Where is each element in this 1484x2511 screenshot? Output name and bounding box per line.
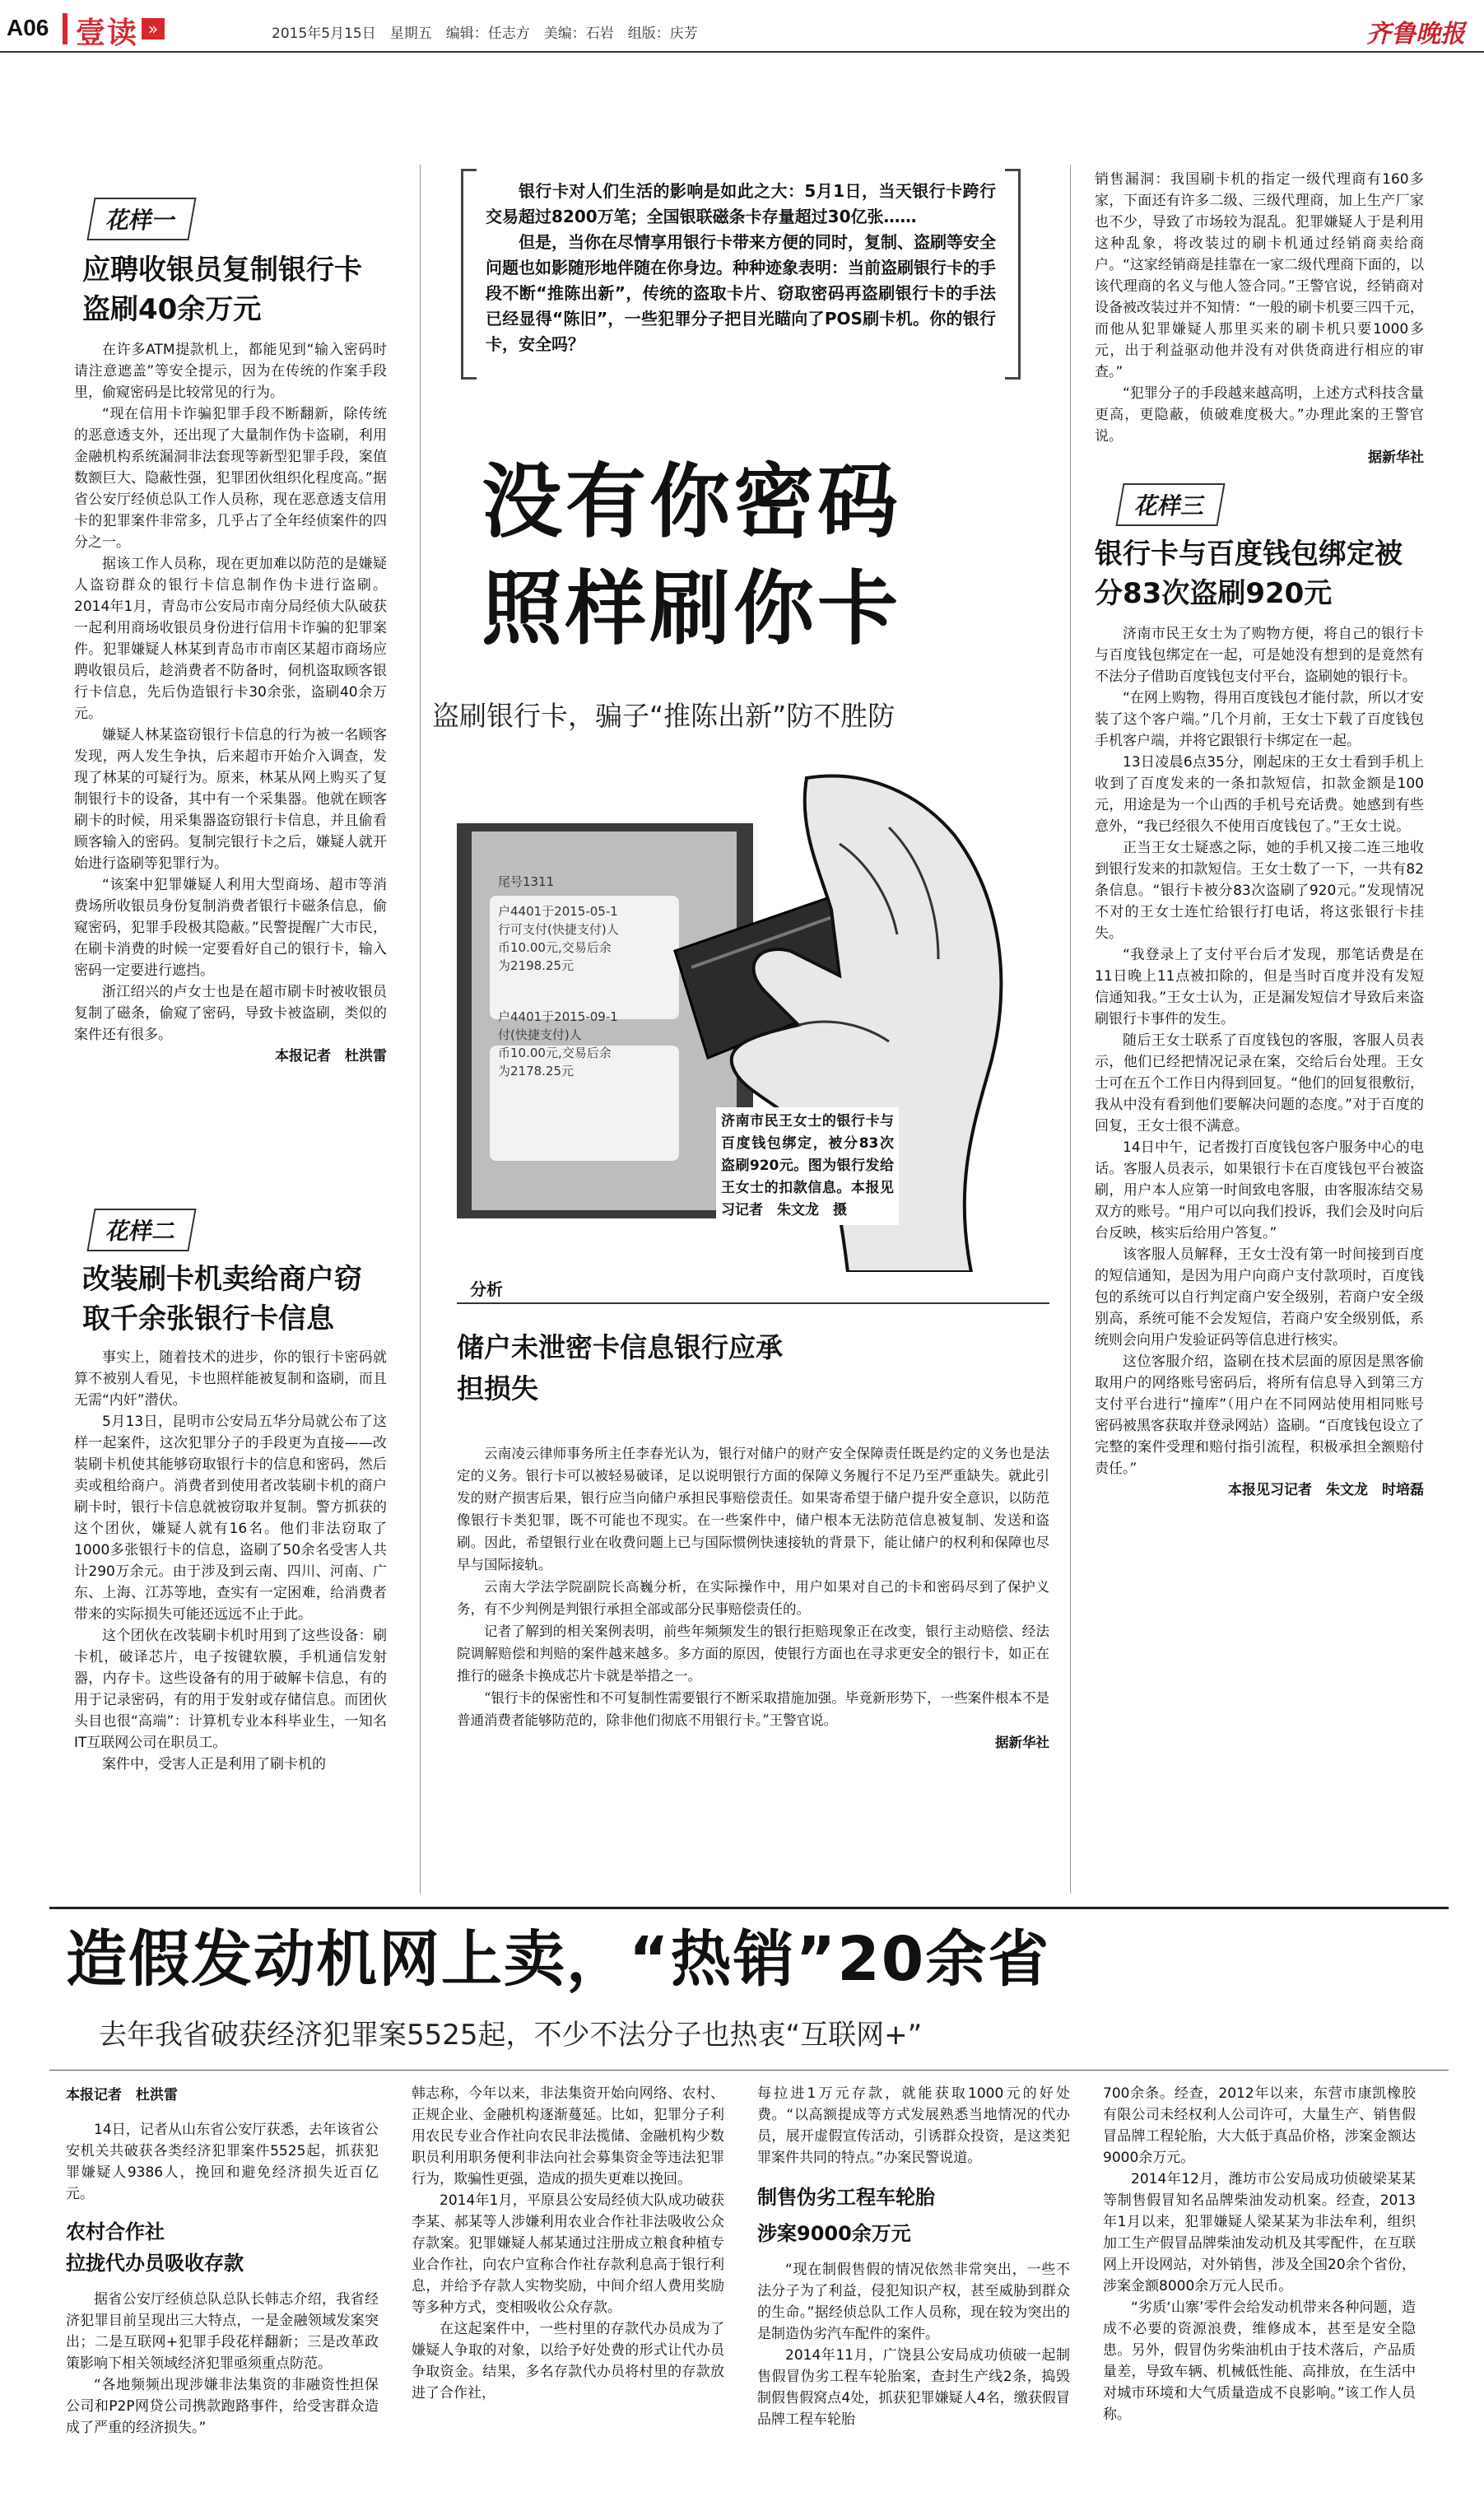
sms-line: 行可支付(快捷支付)人 — [498, 922, 619, 937]
story-body — [1095, 623, 1424, 1501]
paragraph: “犯罪分子的手段越来越高明，上述方式科技含量更高，更隐蔽，侦破难度极大。”办理此案的王警官说。 — [1095, 385, 1424, 445]
column-text — [1103, 2083, 1416, 2425]
analysis-label: 分析 — [470, 1279, 503, 1299]
story-title: 应聘收银员复制银行卡盗刷40余万元 — [82, 254, 362, 326]
sub-heading: 制售伪劣工程车轮胎 — [757, 2186, 935, 2209]
bottom-col-1 — [66, 2083, 379, 2439]
paper-logo: 齐鲁晚报 — [1366, 20, 1465, 49]
bottom-col-2 — [412, 2083, 724, 2404]
paragraph: 事实上，随着技术的进步，你的银行卡密码就算不被别人看见，卡也照样能被复制和盗刷，而且无需“内奸”潜伏。 — [74, 1349, 387, 1409]
paragraph: 2014年11月，广饶县公安局成功侦破一起制售假冒伪劣工程车轮胎案，查封生产线2条，捣毁制假售假窝点4处，抓获犯罪嫌疑人4名，缴获假冒品牌工程车轮胎 — [757, 2347, 1070, 2428]
section-rule — [49, 2070, 1449, 2071]
sms-line: 币10.00元,交易后余 — [498, 940, 612, 955]
sms-line: 付(快捷支付)人 — [498, 1027, 582, 1042]
byline: 本报记者 杜洪雷 — [66, 2087, 178, 2103]
paragraph: “我登录上了支付平台后才发现，那笔话费是在11日晚上11点被扣除的，但是当时百度并没有发短信通知我。”王女士认为，正是漏发短信才导致后来盗刷银行卡事件的发生。 — [1095, 947, 1424, 1027]
paragraph: 据该工作人员称，现在更加难以防范的是嫌疑人盗窃群众的银行卡信息制作伪卡进行盗刷。2014年1月，青岛市公安局市南分局经侦大队破获一起利用商场收银员身份进行信用卡诈骗的犯罪案件。犯罪嫌疑人林某到青岛市市南区某超市商场应聘收银员后，趁消费者不防备时，伺机盗取顾客银行卡信息，先后伪造银行卡30余张，盗刷40余万元。 — [74, 556, 387, 722]
paragraph: “在网上购物，得用百度钱包才能付款，所以才安装了这个客户端。”几个月前，王女士下载了百度钱包手机客户端，并将它跟银行卡绑定在一起。 — [1095, 690, 1424, 749]
paragraph: 销售漏洞：我国刷卡机的指定一级代理商有160多家，下面还有许多二级、三级代理商，加上生产厂家也不少，导致了市场较为混乱。犯罪嫌疑人于是利用这种乱象，将改装过的刷卡机通过经销商卖给商户。“这家经销商是挂靠在一家二级代理商下面的，以该代理商的名义与他人签合同。”王警官说，经销商对设备被改装过并不知情：“一般的刷卡机要三四千元，而他从犯罪嫌疑人那里买来的刷卡机只要1000多元，出于利益驱动他并没有对供货商进行相应的审查。” — [1095, 171, 1424, 380]
paragraph: 云南凌云律师事务所主任李春光认为，银行对储户的财产安全保障责任既是约定的义务也是法定的义务。银行卡可以被轻易破译，足以说明银行方面的保障义务履行不足乃至严重缺失。就此引发的财产损害后果，银行应当向储户承担民事赔偿责任。如果寄希望于储户提升安全意识，以防范像银行卡类犯罪，既不可能也不现实。在一些案件中，储户根本无法防范信息被复制、发送和盗刷。因此，希望银行业在收费问题上已与国际惯例快速接轨的背景下，能让储户的权利和保障也尽早与国际接轨。 — [457, 1446, 1049, 1572]
paragraph: “该案中犯罪嫌疑人利用大型商场、超市等消费场所收银员身份复制消费者银行卡磁条信息，偷窥密码，犯罪手段极其隐蔽。”民警提醒广大市民，在刷卡消费的时候一定要看好自己的银行卡，输入密码一定要进行遮挡。 — [74, 877, 387, 979]
story-tag: 花样一 — [86, 198, 196, 240]
paragraph: 在这起案件中，一些村里的存款代办员成为了嫌疑人争取的对象，以给予好处费的形式让代办员争取资金。结果，多名存款代办员将村里的存款放进了合作社， — [412, 2321, 724, 2402]
paragraph: 韩志称，今年以来，非法集资开始向网络、农村、正规企业、金融机构逐渐蔓延。比如，犯罪分子利用农民专业合作社向农民非法揽储、金融机构少数职员利用职务便利非法向社会募集资金等违法犯罪行为，欺骗性更强，造成的损失更难以挽回。 — [412, 2085, 724, 2187]
paragraph: 浙江绍兴的卢女士也是在超市刷卡时被收银员复制了磁条，偷窥了密码，导致卡被盗刷，类似的案件还有很多。 — [74, 984, 387, 1043]
issue-info: 2015年5月15日 星期五 编辑：任志方 美编：石岩 组版：庆芳 — [272, 26, 698, 42]
paragraph: 在许多ATM提款机上，都能见到“输入密码时请注意遮盖”等安全提示，因为在传统的作案手段里，偷窥密码是比较常见的行为。 — [74, 342, 387, 401]
paragraph: “现在制假售假的情况依然非常突出，一些不法分子为了利益，侵犯知识产权，甚至威胁到群众的生命。”据经侦总队工作人员称，现在较为突出的是制造伪劣汽车配件的案件。 — [757, 2262, 1070, 2342]
paragraph: 每拉进1万元存款，就能获取1000元的好处费。“以高额提成等方式发展熟悉当地情况的代办员，展开虚假宣传活动，引诱群众投资，是这类犯罪案件共同的特点。”办案民警说道。 — [757, 2085, 1070, 2166]
analysis-body — [457, 1442, 1049, 1754]
story-tag: 花样三 — [1115, 483, 1225, 526]
section-name: 壹读 — [76, 16, 139, 50]
column-text — [757, 2259, 1070, 2430]
paragraph: 云南大学法学院副院长高巍分析，在实际操作中，用户如果对自己的卡和密码尽到了保护义务，有不少判例是判银行承担全部或部分民事赔偿责任的。 — [457, 1579, 1049, 1617]
intro-quote — [461, 169, 1021, 387]
section-marker — [63, 13, 67, 44]
story-continued — [1095, 169, 1424, 468]
story-title: 改装刷卡机卖给商户窃取千余张银行卡信息 — [82, 1263, 362, 1335]
bottom-col-3 — [757, 2083, 1070, 2430]
story-body — [74, 1347, 387, 1775]
sms-line: 尾号1311 — [498, 874, 555, 889]
paragraph: “劣质‘山寨’零件会给发动机带来各种问题，造成不必要的资源浪费，维修成本，甚至是安全隐患。另外，假冒伪劣柴油机由于技术落后，产品质量差，导致车辆、机械低性能、高排放，在生活中对城市环境和大气质量造成不良影响。”该工作人员称。 — [1103, 2299, 1416, 2423]
main-title-line-1: 没有你密码 — [481, 455, 902, 549]
quote-text — [486, 179, 996, 357]
bottom-title: 造假发动机网上卖，“热销”20余省 — [66, 1924, 1051, 1995]
bottom-col-4 — [1103, 2083, 1416, 2425]
paragraph: “各地频频出现涉嫌非法集资的非融资性担保公司和P2P网贷公司携款跑路事件，给受害群众造成了严重的经济损失。” — [66, 2377, 379, 2436]
story-1 — [74, 198, 387, 1067]
byline: 本报记者 杜洪雷 — [275, 1048, 387, 1064]
paragraph: 14日中午，记者拨打百度钱包客户服务中心的电话。客服人员表示，如果银行卡在百度钱包平台被盗刷，用户本人应第一时间致电客服，由客服冻结交易双方的账号。“用户可以向我们投诉，我们会及时向后台反映，核实后给用户答复。” — [1095, 1139, 1424, 1242]
sms-line: 户4401于2015-09-1 — [498, 1009, 618, 1024]
sms-line: 为2178.25元 — [498, 1064, 575, 1078]
sms-text — [498, 873, 619, 1080]
byline: 据新华社 — [1368, 450, 1424, 466]
sub-heading: 涉案9000余万元 — [757, 2222, 911, 2245]
paragraph: 正当王女士疑惑之际，她的手机又接二连三地收到银行发来的扣款短信。王女士数了一下，一共有82条信息。“银行卡被分83次盗刷了920元。”发现情况不对的王女士连忙给银行打电话，将这张银行卡挂失。 — [1095, 840, 1424, 942]
story-2 — [74, 1209, 387, 1775]
paragraph: 这位客服介绍，盗刷在技术层面的原因是黑客偷取用户的网络账号密码后，将所有信息导入到第三方支付平台进行“撞库”（用户在不同网站使用相同账号密码被黑客获取并登录网站）盗刷。“百度钱包设立了完整的案件受理和赔付指引流程，积极承担全额赔付责任。” — [1095, 1353, 1424, 1477]
quote-bracket-right-icon — [1005, 169, 1021, 380]
column-text — [412, 2083, 724, 2404]
main-title-line-2: 照样刷你卡 — [481, 562, 902, 656]
photo-caption: 济南市民王女士的银行卡与百度钱包绑定，被分83次盗刷920元。图为银行发给王女士的扣款信息。本报见习记者 朱文龙 摄 — [716, 1107, 899, 1225]
paragraph: 2014年1月，平原县公安局经侦大队成功破获李某、郝某等人涉嫌利用农业合作社非法吸收公众存款案。犯罪嫌疑人郝某通过注册成立粮食种植专业合作社，向农户宣称合作社存款利息高于银行利息，并给予存款人实物奖励，中间介绍人费用奖励等多种方式，变相吸收公众存款。 — [412, 2192, 724, 2316]
quote-paragraph: 银行卡对人们生活的影响是如此之大：5月1日，当天银行卡跨行交易超过8200万笔；全国银联磁条卡存量超过30亿张…… — [486, 181, 996, 226]
column-text — [757, 2083, 1070, 2169]
analysis-title: 储户未泄密卡信息银行应承担损失 — [457, 1331, 783, 1405]
byline: 据新华社 — [995, 1735, 1049, 1750]
sms-line: 户4401于2015-05-1 — [498, 904, 618, 919]
paragraph: 5月13日，昆明市公安局五华分局就公布了这样一起案件，这次犯罪分子的手段更为直接——改装刷卡机使其能够窃取银行卡的信息和密码，然后卖或租给商户。消费者到使用者改装刷卡机的商户刷卡时，银行卡信息就被窃取并复制。警方抓获的这个团伙，嫌疑人就有16名。他们非法窃取了1000多张银行卡的信息，盗刷了50余名受害人共计290万余元。由于涉及到云南、四川、河南、广东、上海、江苏等地，查实有一定困难，给消费者带来的实际损失可能还远远不止于此。 — [74, 1414, 387, 1623]
paragraph: “银行卡的保密性和不可复制性需要银行不断采取措施加强。毕竟新形势下，一些案件根本不是普通消费者能够防范的，除非他们彻底不用银行卡。”王警官说。 — [457, 1690, 1049, 1728]
paragraph: 700余条。经查，2012年以来，东营市康凯橡胶有限公司未经权利人公司许可，大量生产、销售假冒品牌工程轮胎，大大低于真品价格，涉案金额达9000余万元。 — [1103, 2085, 1416, 2166]
column-text — [66, 2289, 379, 2439]
section-rule — [49, 1907, 1449, 1909]
page-header — [0, 0, 1484, 58]
column-text — [66, 2119, 379, 2205]
header-rule — [0, 51, 1484, 53]
main-subtitle: 盗刷银行卡，骗子“推陈出新”防不胜防 — [432, 700, 896, 732]
page-number: A06 — [7, 15, 49, 40]
paragraph: 随后王女士联系了百度钱包的客服，客服人员表示，他们已经把情况记录在案，交给后台处理。王女士可在五个工作日内得到回复。“他们的回复很敷衍，我从中没有看到他们要解决问题的态度。”对于百度的回复，王女士很不满意。 — [1095, 1032, 1424, 1134]
story-body — [74, 339, 387, 1067]
paragraph: 案件中，受害人正是利用了刷卡机的 — [102, 1756, 326, 1773]
paragraph: 据省公安厅经侦总队总队长韩志介绍，我省经济犯罪目前呈现出三大特点，一是金融领域发案突出；二是互联网+犯罪手段花样翻新；三是改革政策影响下相关领域经济犯罪亟须重点防范。 — [66, 2291, 379, 2372]
quote-paragraph: 但是，当你在尽情享用银行卡带来方便的同时，复制、盗刷等安全问题也如影随形地伴随在你身边。种种迹象表明：当前盗刷银行卡的手段不断“推陈出新”，传统的盗取卡片、窃取密码再盗刷银行卡的手法已经显得“陈旧”，一些犯罪分子把目光瞄向了POS刷卡机。你的银行卡，安全吗？ — [486, 232, 996, 354]
column-divider — [420, 165, 421, 1894]
story-title: 银行卡与百度钱包绑定被分83次盗刷920元 — [1095, 538, 1403, 610]
quote-bracket-left-icon — [461, 169, 477, 380]
sub-heading: 农村合作社 — [66, 2220, 165, 2243]
section-arrow-icon: » — [142, 18, 165, 40]
paragraph: 济南市民王女士为了购物方便，将自己的银行卡与百度钱包绑定在一起，可是她没有想到的是竟然有不法分子借助百度钱包支付平台，盗刷她的银行卡。 — [1095, 626, 1424, 685]
analysis-label-bar — [457, 1274, 1049, 1304]
column-divider — [1070, 165, 1071, 1894]
paragraph: 这个团伙在改装刷卡机时用到了这些设备：刷卡机，破译芯片，电子按键软膜，手机通信发射器，内存卡。这些设备有的用于破解卡信息，有的用于记录密码，有的用于发射或存储信息。而团伙头目也很“高端”：计算机专业本科毕业生，一知名IT互联网公司在职员工。 — [74, 1628, 387, 1751]
paragraph: 记者了解到的相关案例表明，前些年频频发生的银行拒赔现象正在改变，银行主动赔偿、经法院调解赔偿和判赔的案件越来越多。多方面的原因，使银行方面也在寻求更安全的银行卡，如正在推行的磁条卡换成芯片卡就是举措之一。 — [457, 1624, 1049, 1684]
paragraph: 13日凌晨6点35分，刚起床的王女士看到手机上收到了百度发来的一条扣款短信，扣款金额是100元，用途是为一个山西的手机号充话费。她感到有些意外，“我已经很久不使用百度钱包了。”王女士说。 — [1095, 754, 1424, 835]
story-3 — [1095, 169, 1424, 1501]
story-tag: 花样二 — [86, 1209, 196, 1251]
paragraph: 2014年12月，潍坊市公安局成功侦破梁某某等制售假冒知名品牌柴油发动机案。经查，2013年1月以来，犯罪嫌疑人梁某某为非法牟利，组织加工生产假冒品牌柴油发动机及其零配件，在互联网上开设网站，对外销售，涉及全国20余个省份，涉案金额8000余万元人民币。 — [1103, 2171, 1416, 2294]
sub-heading: 拉拢代办员吸收存款 — [66, 2252, 244, 2275]
paragraph: 嫌疑人林某盗窃银行卡信息的行为被一名顾客发现，两人发生争执，后来超市开始介入调查，发现了林某的可疑行为。原来，林某从网上购买了复制银行卡的设备，其中有一个采集器。他就在顾客刷卡的时候，用采集器盗窃银行卡信息，并且偷看顾客输入的密码。复制完银行卡之后，嫌疑人就开始进行盗刷等犯罪行为。 — [74, 727, 387, 872]
byline: 本报见习记者 朱文龙 时培磊 — [1228, 1482, 1424, 1498]
analysis-section — [457, 1274, 1049, 1754]
sms-line: 币10.00元,交易后余 — [498, 1046, 612, 1060]
paragraph: 该客服人员解释，王女士没有第一时间接到百度的短信通知，是因为用户向商户支付款项时，百度钱包的系统可以自行判定商户安全级别，若商户安全级别高，系统可能不会发短信，若商户安全级别低，系统则会向用户发验证码等信息进行核实。 — [1095, 1246, 1424, 1349]
bottom-subtitle: 去年我省破获经济犯罪案5525起，不少不法分子也热衷“互联网+” — [99, 2019, 923, 2052]
sms-line: 为2198.25元 — [498, 958, 575, 973]
paragraph: 14日，记者从山东省公安厅获悉，去年该省公安机关共破获各类经济犯罪案件5525起，抓获犯罪嫌疑人9386人，挽回和避免经济损失近百亿元。 — [66, 2122, 379, 2202]
paragraph: “现在信用卡诈骗犯罪手段不断翻新，除传统的恶意透支外，还出现了大量制作伪卡盗刷，利用金融机构系统漏洞非法套现等新型犯罪手段，案值数额巨大、隐蔽性强，犯罪团伙组织化程度高。”据省公安厅经侦总队工作人员称，现在恶意透支信用卡的犯罪案件非常多，几乎占了全年经侦案件的四分之一。 — [74, 406, 387, 551]
